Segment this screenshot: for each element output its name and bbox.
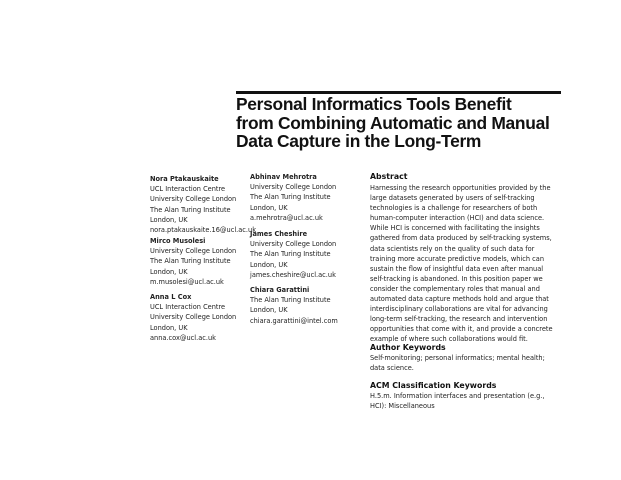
abstract-line: opportunities that come with it, and provide a concrete: [370, 325, 553, 334]
author-affiliation: The Alan Turing Institute: [150, 257, 231, 266]
author-location: London, UK: [250, 203, 288, 212]
abstract-line: technologies is a challenge for researchers of both: [370, 204, 538, 213]
author-affiliation: University College London: [150, 195, 237, 204]
author-email: m.musolesi@ucl.ac.uk: [150, 277, 224, 286]
abstract-line: interdisciplinary collaborations are vital for advancing: [370, 305, 548, 314]
author-name: Abhinav Mehrotra: [250, 173, 317, 181]
author-location: London, UK: [250, 260, 288, 269]
abstract-line: consider the complementary roles that manual and: [370, 284, 540, 293]
author-affiliation: University College London: [250, 240, 337, 249]
abstract-line: large datasets generated by users of self-tracking: [370, 194, 535, 203]
author-keywords-heading: Author Keywords: [370, 343, 446, 352]
abstract-line: automated data capture methods hold and argue that: [370, 295, 549, 304]
author-name: Mirco Musolesi: [150, 237, 206, 245]
author-email: chiara.garattini@intel.com: [250, 316, 338, 325]
author-affiliation: University College London: [150, 313, 237, 322]
abstract-line: human-computer interaction (HCI) and data science.: [370, 214, 545, 223]
abstract-line: Harnessing the research opportunities provided by the: [370, 184, 551, 192]
author-location: London, UK: [250, 306, 288, 315]
author-affiliation: UCL Interaction Centre: [150, 185, 226, 194]
abstract-body: [370, 183, 553, 345]
author-affiliation: The Alan Turing Institute: [250, 250, 331, 259]
keywords-line: Self-monitoring; personal informatics; mental health;: [370, 354, 545, 362]
author-name: Anna L Cox: [150, 293, 192, 301]
acm-keywords-body: [370, 391, 544, 411]
author-affiliation: University College London: [250, 183, 337, 192]
author-name: James Cheshire: [250, 230, 308, 238]
author-affiliation: UCL Interaction Centre: [150, 303, 226, 312]
author-email: james.cheshire@ucl.ac.uk: [250, 270, 336, 279]
author-affiliation: The Alan Turing Institute: [250, 296, 331, 305]
title-line: Personal Informatics Tools Benefit: [236, 94, 512, 114]
abstract-line: gathered from data produced by self-tracking systems,: [370, 234, 552, 243]
author-block: [250, 229, 336, 280]
abstract-line: data scientists rely on the quality of such data for: [370, 244, 535, 253]
keywords-line: data science.: [370, 364, 414, 373]
author-block: [150, 174, 256, 235]
author-block: [250, 285, 338, 326]
abstract-line: sustain the flow of insightful data even after manual: [370, 264, 544, 273]
author-block: [150, 236, 236, 287]
abstract-line: While HCI is concerned with facilitating the insights: [370, 224, 540, 233]
author-location: London, UK: [150, 267, 188, 276]
paper-title: [236, 95, 576, 151]
author-block: [150, 292, 236, 343]
acm-keywords-line: H.5.m. Information interfaces and presentation (e.g.,: [370, 392, 545, 400]
author-block: [250, 172, 336, 223]
author-affiliation: The Alan Turing Institute: [150, 205, 231, 214]
author-affiliation: The Alan Turing Institute: [250, 193, 331, 202]
author-email: anna.cox@ucl.ac.uk: [150, 333, 216, 342]
author-name: Nora Ptakauskaite: [150, 175, 219, 183]
author-location: London, UK: [150, 215, 188, 224]
author-location: London, UK: [150, 323, 188, 332]
acm-keywords-line: HCI): Miscellaneous: [370, 402, 435, 411]
title-line: from Combining Automatic and Manual: [236, 112, 550, 133]
abstract-line: training more accurate predictive models, which can: [370, 254, 545, 263]
abstract-heading: Abstract: [370, 172, 408, 181]
author-email: a.mehrotra@ucl.ac.uk: [250, 213, 323, 222]
author-keywords-body: [370, 353, 545, 373]
author-name: Chiara Garattini: [250, 286, 310, 294]
title-line: Data Capture in the Long-Term: [236, 131, 482, 152]
abstract-line: long-term self-tracking, the research and intervention: [370, 315, 548, 324]
abstract-line: self-tracking is abandoned. In this position paper we: [370, 274, 543, 283]
author-affiliation: University College London: [150, 247, 237, 256]
abstract-line: example of where such collaborations would fit.: [370, 335, 528, 344]
acm-keywords-heading: ACM Classification Keywords: [370, 381, 497, 390]
author-email: nora.ptakauskaite.16@ucl.ac.uk: [150, 226, 257, 235]
